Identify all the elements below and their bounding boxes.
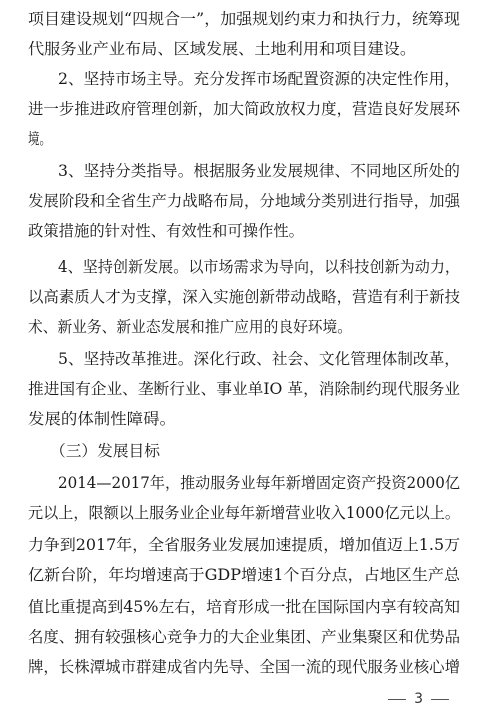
text-line: 2014—2017年，推动服务业每年新增固定资产投资2000亿 <box>58 474 460 492</box>
text-line: 项目建设规划“四规合一”，加强规划约束力和执行力，统筹现 <box>28 10 461 28</box>
text-line: 发展的体制性障碍。 <box>28 410 176 428</box>
text-line: 术、新业务、新业态发展和推广应用的良好环境。 <box>28 318 352 336</box>
text-line: 亿新台阶，年均增速高于GDP增速1个百分点，占地区生产总 <box>28 566 461 584</box>
text-line: 发展阶段和全省生产力战略布局，分地域分类别进行指导，加强 <box>28 192 461 210</box>
text-line: 3、坚持分类指导。根据服务业发展规律、不同地区所处的 <box>58 162 460 180</box>
text-line: 4、坚持创新发展。以市场需求为导向，以科技创新为动力， <box>58 258 461 276</box>
text-line: 2、坚持市场主导。充分发挥市场配置资源的决定性作用， <box>58 70 460 88</box>
text-line: 代服务业产业布局、区域发展、土地利用和项目建设。 <box>28 40 417 58</box>
section-heading: （三）发展目标 <box>50 442 161 460</box>
page-number: 3 <box>414 691 423 707</box>
text-line: 推进国有企业、垄断行业、事业单IO 革，消除制约现代服务业 <box>28 380 461 398</box>
text-line: 以高素质人才为支撑，深入实施创新带动战略，营造有利于新技 <box>28 288 461 306</box>
text-line: 境。 <box>28 130 52 148</box>
text-line: 进一步推进政府管理创新，加大简政放权力度，营造良好发展环 <box>28 100 461 118</box>
text-line: 政策措施的针对性、有效性和可操作性。 <box>28 222 305 240</box>
footer-dash-right <box>431 699 449 700</box>
text-line: 5、坚持改革推进。深化行政、社会、文化管理体制改革， <box>58 350 460 368</box>
text-line: 值比重提高到45%左右，培育形成一批在国际国内享有较高知 <box>28 598 460 616</box>
footer-dash-left <box>388 699 406 700</box>
text-line: 元以上，限额以上服务业企业每年新增营业收入1000亿元以上。 <box>28 504 461 522</box>
text-line: 名度、拥有较强核心竞争力的大企业集团、产业集聚区和优势品 <box>28 628 461 646</box>
text-line: 力争到2017年，全省服务业发展加速提质，增加值迈上1.5万 <box>28 536 461 554</box>
text-line: 牌，长株潭城市群建成省内先导、全国一流的现代服务业核心增 <box>28 658 461 676</box>
page-footer <box>380 690 457 708</box>
